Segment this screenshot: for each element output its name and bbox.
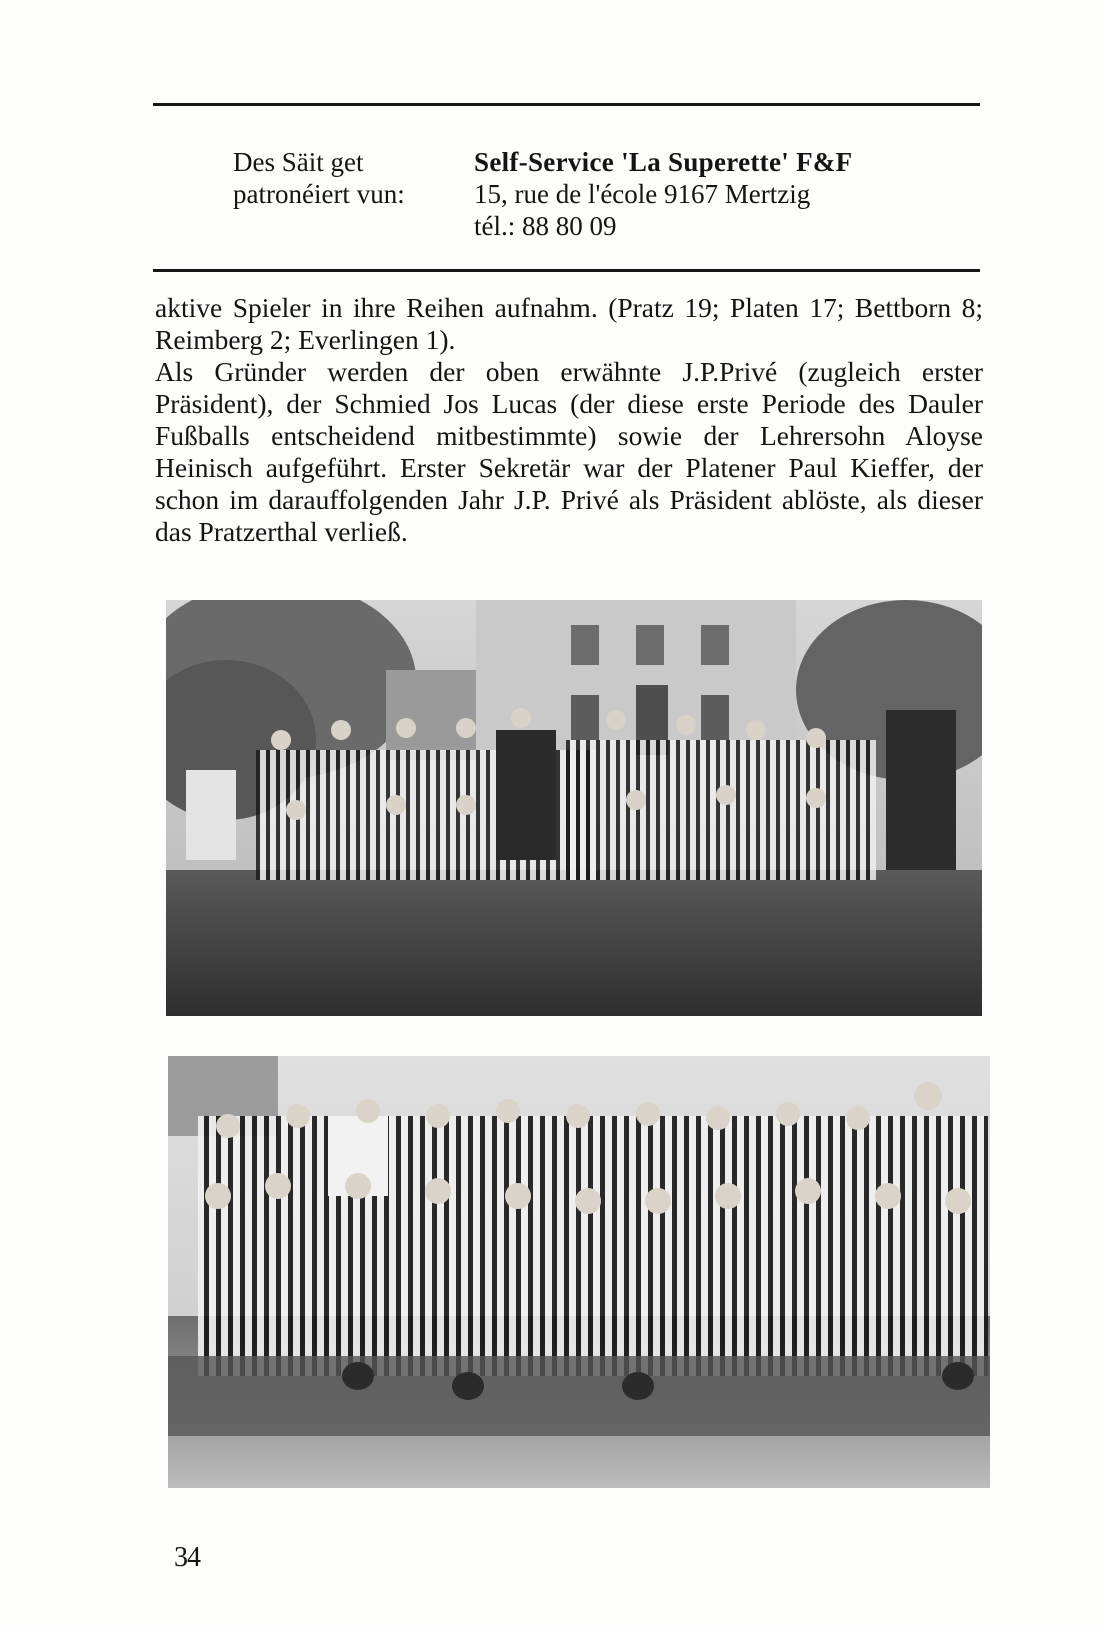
top-divider — [153, 103, 980, 106]
page-number: 34 — [174, 1542, 200, 1573]
body-paragraph-2: Als Gründer werden der oben erwähnte J.P.Privé (zugleich erster Präsident), der Schmied Jos Lucas (der diese erste Periode des Dauler Fußballs entscheidend mitbestimmte) sowie der Lehrersohn Aloyse Heinisch aufgeführt. Erster Sekretär war der Platener Paul Kieffer, der schon im darauffolgenden Jahr J.P. Privé als Präsident ablöste, als dieser das Pratzerthal verließ. — [155, 356, 983, 547]
body-text — [155, 292, 983, 548]
sponsor-info — [474, 146, 944, 242]
team-photo-1-image — [166, 600, 982, 1016]
sponsor-label-line1: Des Säit get — [233, 147, 364, 177]
sponsor-label-line2: patronéiert vun: — [233, 179, 405, 209]
sponsor-label — [233, 146, 453, 210]
body-paragraph-1: aktive Spieler in ihre Reihen aufnahm. (Pratz 19; Platen 17; Bettborn 8; Reimberg 2; Everlingen 1). — [155, 292, 983, 355]
bottom-divider — [153, 269, 980, 272]
sponsor-address: 15, rue de l'école 9167 Mertzig — [474, 179, 811, 209]
sponsor-phone: tél.: 88 80 09 — [474, 211, 617, 241]
sponsor-name: Self-Service 'La Superette' F&F — [474, 147, 853, 177]
team-photo-2 — [168, 1056, 990, 1488]
team-photo-2-image — [168, 1056, 990, 1488]
team-photo-1 — [166, 600, 982, 1016]
